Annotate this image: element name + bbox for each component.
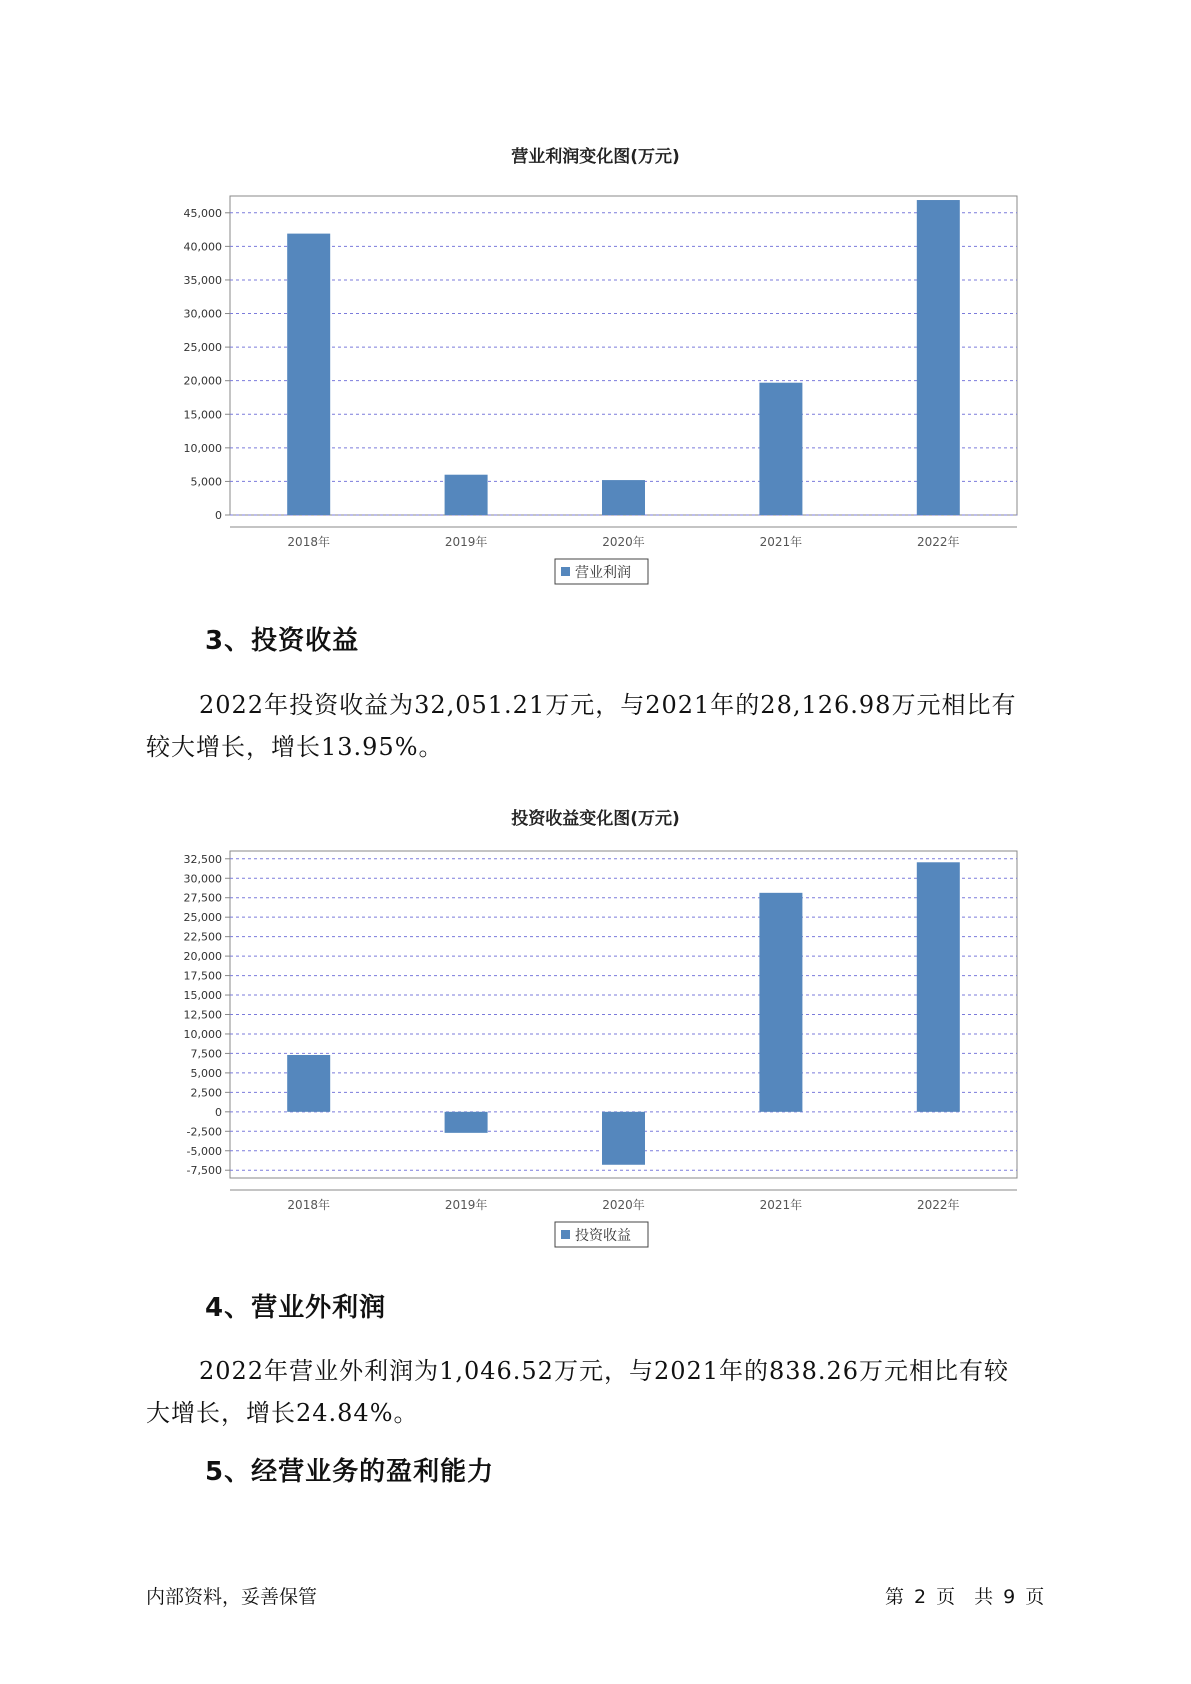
y-tick-label: 20,000: [183, 374, 222, 388]
heading-investment-income: 3、投资收益: [205, 626, 360, 656]
legend-swatch: [561, 567, 570, 576]
y-tick-label: 12,500: [183, 1008, 222, 1022]
y-tick-label: 7,500: [190, 1047, 222, 1061]
x-tick-label: 2020年: [602, 1198, 645, 1212]
y-tick-label: 15,000: [183, 408, 222, 422]
y-tick-label: 10,000: [183, 441, 222, 455]
page-suffix: 页: [1025, 1586, 1045, 1608]
y-tick-label: 40,000: [183, 240, 222, 254]
paragraph-line: 较大增长，增长13.95%。: [146, 733, 444, 761]
chart-title-investment-income: 投资收益变化图(万元): [511, 809, 680, 829]
y-tick-label: -7,500: [186, 1164, 222, 1178]
y-tick-label: -2,500: [186, 1125, 222, 1139]
y-tick-label: 5,000: [190, 475, 222, 489]
bar: [602, 1112, 645, 1165]
x-tick-label: 2019年: [444, 1198, 488, 1212]
y-tick-label: -5,000: [186, 1144, 222, 1158]
page-prefix: 第: [885, 1586, 905, 1608]
x-tick-label: 2021年: [759, 535, 803, 549]
plot-area: [230, 196, 1017, 515]
paragraph-line: 2022年营业外利润为1,046.52万元，与2021年的838.26万元相比有较: [199, 1357, 1010, 1385]
y-tick-label: 32,500: [183, 852, 222, 866]
x-tick-label: 2019年: [444, 535, 488, 549]
x-tick-label: 2020年: [602, 535, 645, 549]
paragraph-investment-income: [146, 684, 1046, 768]
heading-profitability: 5、经营业务的盈利能力: [205, 1457, 495, 1487]
x-tick-label: 2018年: [287, 535, 330, 549]
footer-confidential-note: 内部资料，妥善保管: [146, 1586, 318, 1608]
bar: [759, 383, 802, 515]
legend-label: 营业利润: [575, 565, 631, 581]
y-tick-label: 0: [215, 509, 222, 522]
chart-title-operating-profit: 营业利润变化图(万元): [511, 147, 680, 167]
investment-income-chart: [0, 834, 1191, 1254]
bar: [287, 234, 330, 515]
paragraph-line: 2022年投资收益为32,051.21万元，与2021年的28,126.98万元相比有: [199, 691, 1017, 719]
y-tick-label: 25,000: [183, 911, 222, 925]
x-tick-label: 2018年: [287, 1198, 330, 1212]
page-current: 2: [914, 1586, 927, 1608]
y-tick-label: 30,000: [183, 872, 222, 886]
bar: [759, 893, 802, 1112]
footer-page-number: [885, 1582, 1054, 1609]
y-tick-label: 15,000: [183, 989, 222, 1003]
bar: [602, 480, 645, 515]
paragraph-line: 大增长，增长24.84%。: [146, 1399, 419, 1427]
y-tick-label: 27,500: [183, 891, 222, 905]
x-tick-label: 2021年: [759, 1198, 803, 1212]
bar: [445, 475, 488, 515]
page-mid: 页 共: [936, 1586, 994, 1608]
y-tick-label: 0: [215, 1105, 222, 1119]
x-tick-label: 2022年: [917, 1198, 960, 1212]
y-tick-label: 45,000: [183, 206, 222, 220]
heading-non-operating-profit: 4、营业外利润: [205, 1293, 387, 1323]
y-tick-label: 20,000: [183, 950, 222, 964]
y-tick-label: 2,500: [190, 1086, 222, 1100]
y-tick-label: 30,000: [183, 307, 222, 321]
page-total: 9: [1003, 1586, 1016, 1608]
paragraph-non-operating-profit: [146, 1350, 1046, 1434]
y-tick-label: 35,000: [183, 273, 222, 287]
bar: [917, 862, 960, 1112]
y-tick-label: 10,000: [183, 1027, 222, 1041]
y-tick-label: 25,000: [183, 341, 222, 355]
x-tick-label: 2022年: [917, 535, 960, 549]
y-tick-label: 22,500: [183, 930, 222, 944]
legend-label: 投资收益: [575, 1228, 631, 1244]
bar: [287, 1055, 330, 1112]
y-tick-label: 5,000: [190, 1066, 222, 1080]
bar: [917, 200, 960, 515]
y-tick-label: 17,500: [183, 969, 222, 983]
bar: [445, 1112, 488, 1133]
legend-swatch: [561, 1230, 570, 1239]
operating-profit-chart: [0, 170, 1191, 590]
